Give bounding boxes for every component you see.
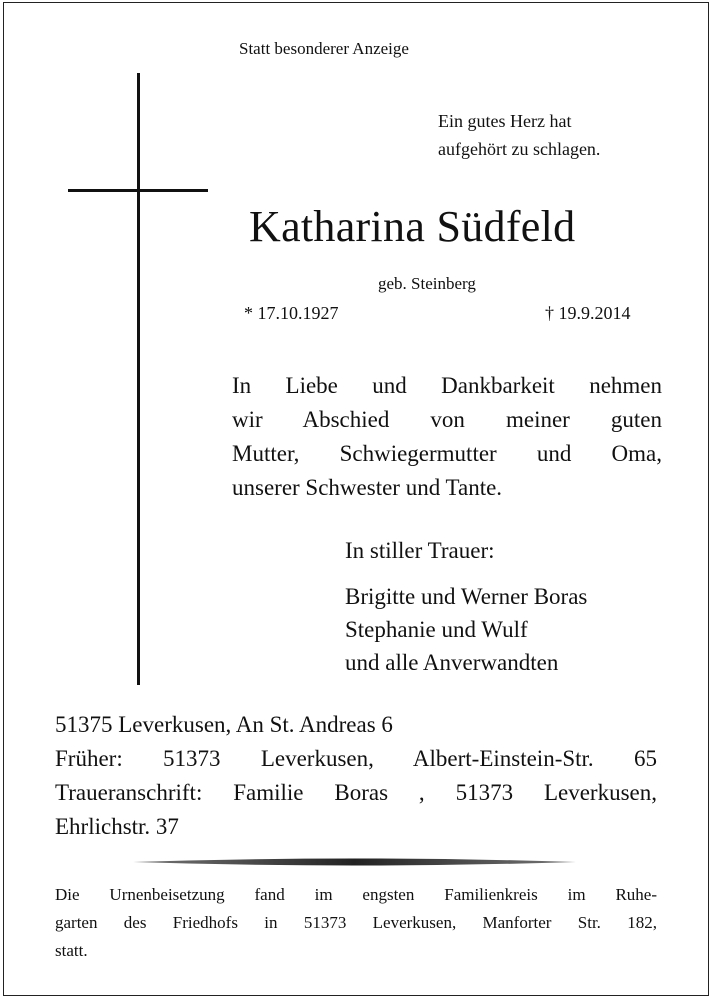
birth-name: geb. Steinberg — [378, 274, 476, 293]
mourner-name: und alle Anverwandten — [345, 650, 559, 675]
mourners-list — [345, 580, 587, 679]
cross-horizontal-bar — [68, 189, 208, 192]
obituary-frame — [3, 2, 709, 996]
mourner-name: Stephanie und Wulf — [345, 617, 528, 642]
mourning-heading: In stiller Trauer: — [345, 538, 495, 563]
motto-line-1: Ein gutes Herz hat — [438, 111, 572, 131]
tribute-line: unserer Schwester und Tante. — [232, 475, 503, 500]
ornamental-divider — [133, 857, 576, 867]
address-line: Früher: 51373 Leverkusen, Albert-Einstein-Str. 65 — [55, 746, 657, 771]
address-line: 51375 Leverkusen, An St. Andreas 6 — [55, 712, 393, 737]
header-text: Statt besonderer Anzeige — [239, 39, 409, 58]
tribute-line: In Liebe und Dankbarkeit nehmen — [232, 373, 662, 398]
address-line: Traueranschrift: Familie Boras , 51373 Leverkusen, — [55, 780, 657, 805]
note-line: Die Urnenbeisetzung fand im engsten Familienkreis im Ruhe- — [55, 885, 657, 904]
tribute-line: Mutter, Schwiegermutter und Oma, — [232, 441, 662, 466]
address-line: Ehrlichstr. 37 — [55, 814, 179, 839]
mourner-name: Brigitte und Werner Boras — [345, 584, 588, 609]
tribute-line: wir Abschied von meiner guten — [232, 407, 662, 432]
deceased-name: Katharina Südfeld — [249, 202, 576, 251]
death-date: † 19.9.2014 — [545, 303, 631, 323]
tribute-text — [232, 369, 662, 505]
note-line: statt. — [55, 941, 88, 960]
motto — [438, 107, 600, 163]
cross-vertical-bar — [137, 73, 140, 685]
address-block — [55, 708, 657, 844]
motto-line-2: aufgehört zu schlagen. — [438, 139, 601, 159]
note-line: garten des Friedhofs in 51373 Leverkusen, Manforter Str. 182, — [55, 913, 657, 932]
birth-date: * 17.10.1927 — [244, 303, 339, 323]
burial-note — [55, 881, 657, 965]
